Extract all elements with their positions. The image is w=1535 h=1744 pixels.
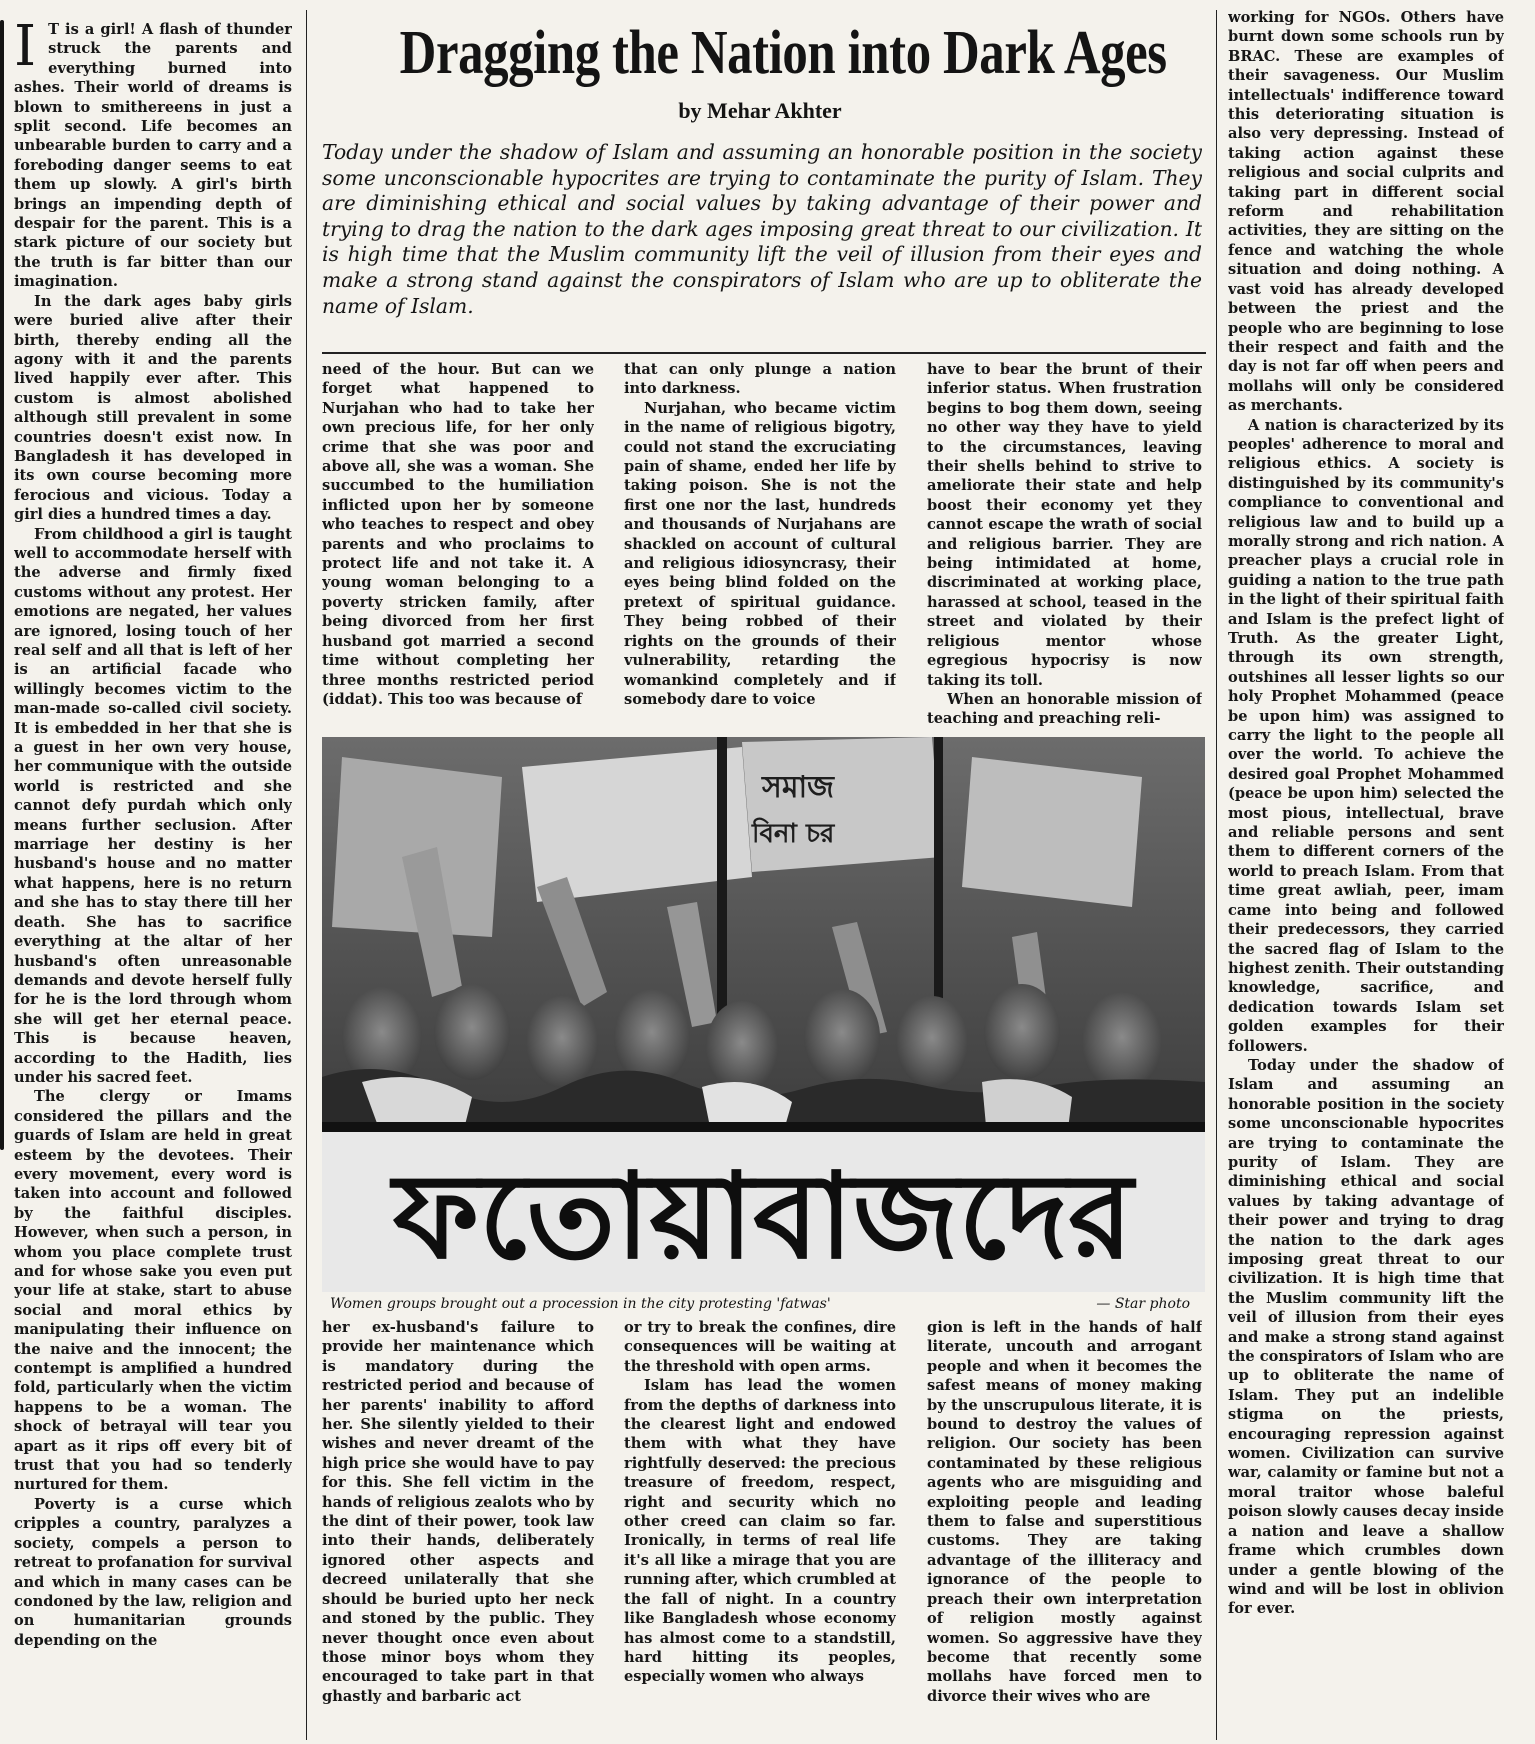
column-rule: [306, 10, 307, 1740]
paragraph: need of the hour. But can we forget what happened to Nurjahan who had to take her own precious life, for her only crime that she was poor and above all, she was a woman. She succumbed to the humiliation inflicted upon her by someone who teaches to respect and obey parents and who proclaims to protect life and not take it. A young woman belonging to a poverty stricken family, after being divorced from her first husband got married a second time without completing her three months restricted period (iddat). This too was because of: [322, 361, 594, 708]
paragraph: In the dark ages baby girls were buried alive after their birth, thereby ending all the agony with it and the parents lived happily ever after. This custom is almost abolished although still prevalent in some countries doesn't exist now. In Bangladesh it has developed in its own course becoming more ferocious and vicious. Today a girl dies a hundred times a day.: [14, 292, 292, 524]
drop-cap: I: [14, 20, 37, 79]
paragraph: gion is left in the hands of half literate, uncouth and arrogant people and when it becomes the safest means of money making by the unscrupulous literate, it is bound to destroy the values of religion. Our society has been contaminated by these religious agents who are misguiding and exploiting people and leading them to false and superstitious customs. They are taking advantage of the illiteracy and ignorance of the people to preach their own interpretation of religion mostly against women. So aggressive have they become that recently some mollahs have forced men to divorce their wives who are: [927, 1319, 1202, 1705]
photo-illustration: [322, 737, 1205, 1292]
paragraph: working for NGOs. Others have burnt down some schools run by BRAC. These are examples of their savageness. Our Muslim intellectuals' indifference toward this deteriorating situation is also very depressing. Instead of taking action against these religious and social culprits and taking part in different social reform and rehabilitation activities, they are sitting on the fence and watching the whole situation and doing nothing. A vast void has already developed between the priest and the people who are beginning to lose their respect and faith and the day is not far off when peers and mollahs will only be considered as merchants.: [1228, 9, 1504, 415]
banner-text: ফতোয়াবাজদের: [393, 1147, 1133, 1285]
paragraph: Islam has lead the women from the depths of darkness into the clearest light and endowed them with what they have rightfully deserved: the precious treasure of freedom, respect, right and security which no other creed can claim so far. Ironically, in terms of real life it's all like a mirage that you are running after, which crumbled at the fall of night. In a country like Bangladesh whose economy has almost come to a standstill, hard hitting its peoples, especially women who always: [624, 1377, 896, 1686]
paragraph: From childhood a girl is taught well to accommodate herself with the adverse and firmly fixed customs without any protest. Her emotions are negated, her values are ignored, losing touch of her real self and all that is left of her is an artificial facade who willingly becomes victim to the man-made so-called civil society. It is embedded in her that she is a guest in her own very house, her communique with the outside world is restricted and she cannot defy purdah which only means further seclusion. After marriage her destiny is her husband's house and no matter what happens, here is no return and she has to stay there till her death. She has to sacrifice everything at the altar of her husband's often unreasonable demands and devote herself fully for he is the lord through whom she will get her eternal peace. This is because heaven, according to the Hadith, lies under his sacred feet.: [14, 525, 292, 1086]
paragraph: Nurjahan, who became victim in the name of religious bigotry, could not stand the excruciating pain of shame, ended her life by taking poison. She is not the first one nor the last, hundreds and thousands of Nurjahans are shackled on account of cultural and religious idiosyncrasy, their eyes being blind folded on the pretext of spiritual guidance. They being robbed of their rights on the grounds of their vulnerability, retarding the womankind completely and if somebody dare to voice: [624, 399, 896, 708]
headline: Dragging the Nation into Dark Ages: [399, 19, 1167, 87]
column-rule: [1216, 10, 1217, 1740]
left-margin-rule: [0, 20, 4, 1150]
paragraph: The clergy or Imams considered the pillars and the guards of Islam are held in great esteem by the devotees. Their every movement, every word is taken into account and followed by the faithful disciples. However, when such a person, in whom you place complete trust and for whose sake you even put your life at stake, start to abuse social and moral ethics by manipulating their influence on the naive and the innocent; the contempt is amplified a hundred fold, particularly when the victim happens to be a woman. The shock of betrayal will tear you apart as it rips off every bit of trust that you had so tenderly nurtured for them.: [14, 1088, 292, 1494]
upper-column-3: [927, 360, 1202, 731]
caption-text: Women groups brought out a procession in the city protesting 'fatwas': [330, 1296, 831, 1312]
right-column: [1228, 8, 1504, 1740]
standfirst-rule: [322, 352, 1206, 354]
placard: [962, 757, 1142, 907]
paragraph: have to bear the brunt of their inferior status. When frustration begins to bog them down, seeing no other way they have to yield to the circumstances, leaving their shells behind to strive to ameliorate their state and help boost their economy yet they cannot escape the wrath of social and religious barrier. They are being intimidated at home, discriminated at working place, harassed at school, teased in the street and violated by their religious mentor whose egregious hypocrisy is now taking its toll.: [927, 361, 1202, 689]
photo-caption: [330, 1294, 1190, 1314]
photo-credit: — Star photo: [1096, 1296, 1190, 1312]
paragraph: Today under the shadow of Islam and assuming an honorable position in the society some unconscionable hypocrites are trying to contaminate the purity of Islam. They are diminishing ethical and social values by taking advantage of their power and trying to drag the nation to the dark ages imposing great threat to our civilization. It is high time that the Muslim community lift the veil of illusion from their eyes and make a strong stand against the conspirators of Islam who are up to obliterate the name of Islam. They put an indelible stigma on the priests, encouraging repression against women. Civilization can survive war, calamity or famine but not a moral traitor whose baleful poison slowly causes decay inside a nation and leave a shallow frame which crumbles down under a gentle blowing of the wind and will be lost in oblivion for ever.: [1228, 1056, 1504, 1618]
paragraph: Poverty is a curse which cripples a country, paralyzes a society, compels a person to retreat to profanation for survival and which in many cases can be condoned by the law, religion and on humanitarian grounds depending on the: [14, 1495, 292, 1649]
standfirst: Today under the shadow of Islam and assuming an honorable position in the society some unconscionable hypocrites are trying to contaminate the purity of Islam. They are diminishing ethical and social values by taking advantage of their power and trying to drag the nation to the dark ages imposing great threat to our civilization. It is high time that the Muslim community lift the veil of illusion from their eyes and make a strong stand against the conspirators of Islam who are up to obliterate the name of Islam.: [322, 140, 1202, 318]
paragraph: A nation is characterized by its peoples' adherence to moral and religious ethics. A society is distinguished by its community's compliance to conventional and religious law and to build up a morally strong and rich nation. A preacher plays a crucial role in guiding a nation to the true path in the light of their spiritual faith and Islam is the prefect light of Truth. As the greater Light, through its own strength, outshines all lesser lights so our holy Prophet Mohammed (peace be upon him) was assigned to carry the light to the people all over the world. To achieve the desired goal Prophet Mohammed (peace be upon him) selected the most pious, intellectual, brave and reliable persons and sent them to different corners of the world to preach Islam. From that time great awliah, peer, imam came into being and followed their predecessors, they carried the sacred flag of Islam to the highest zenith. Their outstanding knowledge, sacrifice, and dedication towards Islam set golden examples for their followers.: [1228, 416, 1504, 1055]
lower-column-1: [322, 1318, 594, 1738]
placard-text: বিনা চর: [752, 819, 835, 849]
lower-column-3: [927, 1318, 1202, 1738]
paragraph: When an honorable mission of teaching and preaching reli-: [927, 690, 1202, 728]
lower-column-2: [624, 1318, 896, 1738]
upper-column-1: [322, 360, 594, 731]
protest-photo: [322, 737, 1205, 1292]
byline: by Mehar Akhter: [678, 98, 842, 123]
placard-text: সমাজ: [762, 770, 835, 805]
paragraph: or try to break the confines, dire consequences will be waiting at the threshold with open arms.: [624, 1319, 896, 1375]
upper-column-2: [624, 360, 896, 731]
paragraph: T is a girl! A flash of thunder struck the parents and everything burned into ashes. Their world of dreams is blown to smithereens in just a split second. Life becomes an unbearable burden to carry and a foreboding danger seems to eat them up slowly. A girl's birth brings an impending depth of despair for the parent. This is a stark picture of our society but the truth is far bitter than our imagination.: [14, 21, 292, 291]
paragraph: her ex-husband's failure to provide her maintenance which is mandatory during the restricted period and because of her parents' inability to afford her. She silently yielded to their wishes and never dreamt of the high price she would have to pay for this. She fell victim in the hands of religious zealots who by the dint of their power, took law into their hands, deliberately ignored other aspects and decreed unilaterally that she should be buried upto her neck and stoned by the public. They never thought once even about those minor boys whom they encouraged to take part in that ghastly and barbaric act: [322, 1319, 594, 1705]
left-column: [14, 20, 292, 1740]
paragraph: that can only plunge a nation into darkness.: [624, 361, 896, 398]
